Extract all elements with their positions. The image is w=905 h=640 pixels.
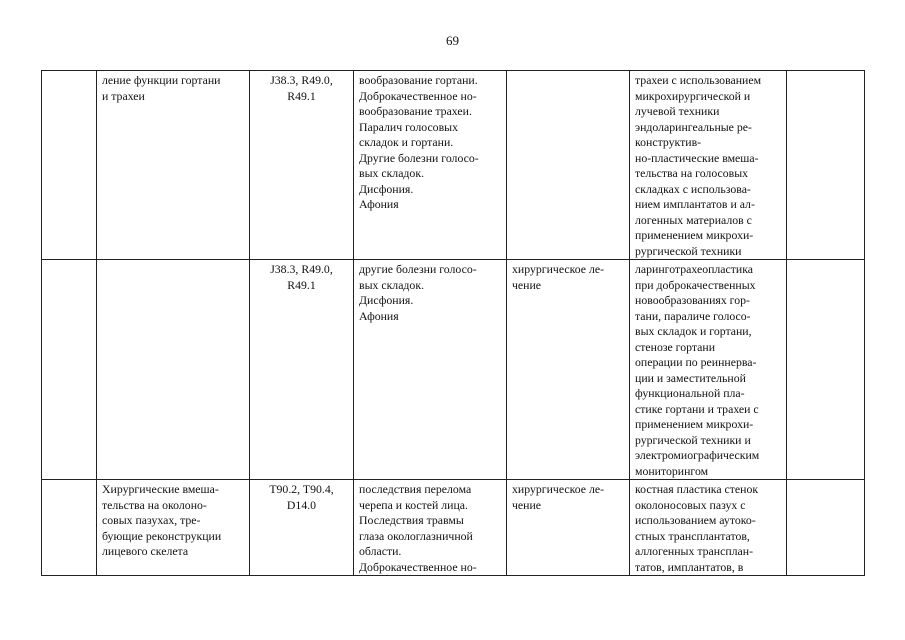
text-line: вых складок и гортани, [635,324,752,338]
text-line: совых пазухах, тре- [102,513,201,527]
text-line: вообразование гортани. [359,73,478,87]
text-line: околоносовых пазух с [635,497,746,512]
text-line: использованием аутоко- [635,513,756,527]
text-line: конструктив- [635,135,702,149]
text-line: при доброкачественных [635,277,756,292]
text-line: рургической техники и [635,432,751,447]
text-line: вых складок. [359,166,425,180]
text-line: области. [359,544,402,558]
cell-treatment-method [630,480,787,576]
cell-icd-codes [250,480,354,576]
text-line: Дисфония. [359,293,414,307]
text-line: J38.3, R49.0, [270,73,333,87]
text-line: вых складок. [359,277,425,292]
text-line: стенозе гортани [635,339,716,354]
text-line: новообразованиях гор- [635,293,750,307]
text-line: последствия перелома [359,482,472,496]
text-line: вообразование трахеи. [359,104,472,118]
text-line: но-пластические вмеша- [635,150,759,165]
text-line: черепа и костей лица. [359,497,468,512]
text-line: глаза окологлазничной [359,528,473,543]
text-line: эндоларингеальные ре- [635,119,752,134]
text-line: костная пластика стенок [635,482,759,496]
text-line: рургической техники [635,243,742,258]
text-line: стных трансплантатов, [635,528,750,543]
text-line: применением микрохи- [635,228,754,242]
text-line: тельства на околоно- [102,497,207,512]
text-line: ции и заместительной [635,370,746,385]
cell-icd-codes [250,71,354,260]
text-line: ларинготрахеопластика [635,262,754,276]
cell-number [42,71,97,260]
cell-intervention-name [97,260,250,480]
text-line: D14.0 [286,497,317,512]
cell-extra [787,480,865,576]
cell-treatment-type [507,260,630,480]
cell-icd-codes [250,260,354,480]
text-line: складках с использова- [635,181,751,196]
text-line: бующие реконструкции [102,528,222,543]
text-line: тельства на голосовых [635,166,749,180]
text-line: применением микрохи- [635,417,754,431]
procedures-table [41,70,865,576]
table-row [42,260,865,480]
text-line: лучевой техники [635,104,720,118]
text-line: тани, параличе голосо- [635,308,751,323]
text-line: T90.2, T90.4, [269,482,334,496]
cell-treatment-method [630,260,787,480]
cell-intervention-name [97,480,250,576]
text-line: логенных материалов с [635,212,752,227]
text-line: функциональной пла- [635,386,745,400]
text-line: Хирургические вмеша- [102,482,219,496]
text-line: электромиографическим [635,448,760,462]
text-line: чение [512,277,542,292]
text-line: хирургическое ле- [512,482,605,496]
text-line: другие болезни голосо- [359,262,477,276]
text-line: Афония [359,308,399,323]
text-line: чение [512,497,542,512]
text-line: микрохирургической и [635,88,751,103]
cell-extra [787,71,865,260]
cell-number [42,260,97,480]
text-line: аллогенных трансплан- [635,544,753,558]
text-line: Афония [359,197,399,211]
cell-disease-model [354,71,507,260]
text-line: ление функции гортани [102,73,221,87]
text-line: мониторингом [635,463,709,478]
text-line: трахеи с использованием [635,73,762,87]
text-line: и трахеи [102,88,145,103]
text-line: Последствия травмы [359,513,464,527]
table-row [42,71,865,260]
text-line: Другие болезни голосо- [359,150,479,165]
cell-disease-model [354,260,507,480]
cell-extra [787,260,865,480]
text-line: J38.3, R49.0, [270,262,333,276]
cell-intervention-name [97,71,250,260]
cell-number [42,480,97,576]
text-line: стике гортани и трахеи с [635,401,759,416]
text-line: лицевого скелета [102,544,189,558]
text-line: Паралич голосовых [359,119,458,134]
text-line: операции по реиннерва- [635,355,757,369]
cell-treatment-type [507,71,630,260]
text-line: R49.1 [287,277,316,292]
cell-treatment-type [507,480,630,576]
page-number: 69 [446,33,459,48]
text-line: складок и гортани. [359,135,454,149]
text-line: татов, имплантатов, в [635,559,744,574]
text-line: Дисфония. [359,181,414,196]
cell-disease-model [354,480,507,576]
text-line: нием имплантатов и ал- [635,197,755,211]
text-line: Доброкачественное но- [359,559,477,574]
cell-treatment-method [630,71,787,260]
text-line: R49.1 [287,88,316,103]
text-line: Доброкачественное но- [359,88,477,103]
table-row [42,480,865,576]
text-line: хирургическое ле- [512,262,605,276]
